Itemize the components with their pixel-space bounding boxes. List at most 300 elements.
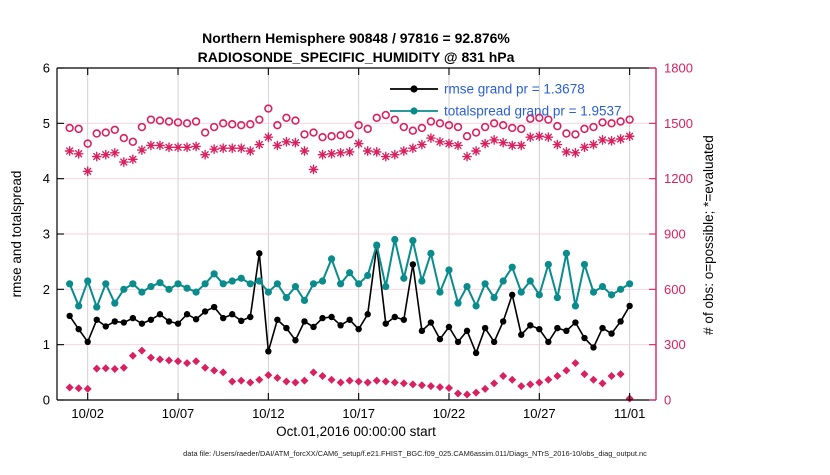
obs-possible-point bbox=[563, 130, 570, 137]
obs-possible-point bbox=[581, 125, 588, 132]
obs-evaluated-point bbox=[363, 147, 371, 155]
obs-lower-band-point bbox=[174, 357, 182, 365]
obs-evaluated-point bbox=[192, 142, 200, 150]
rmse-point bbox=[130, 315, 136, 321]
rmse-point bbox=[247, 314, 253, 320]
obs-lower-band-point bbox=[445, 384, 453, 392]
rmse-point bbox=[66, 313, 72, 319]
rmse-point bbox=[337, 322, 343, 328]
obs-lower-band-point bbox=[201, 364, 209, 372]
totalspread-point bbox=[373, 241, 380, 248]
obs-evaluated-point bbox=[174, 143, 182, 151]
obs-lower-band-point bbox=[454, 390, 462, 398]
legend-entry-rmse bbox=[390, 82, 585, 97]
obs-possible-point bbox=[473, 129, 480, 136]
obs-lower-band-point bbox=[400, 379, 408, 387]
obs-evaluated-point bbox=[84, 167, 92, 175]
obs-possible-point bbox=[509, 125, 516, 132]
obs-possible-point bbox=[148, 116, 155, 123]
obs-evaluated-point bbox=[616, 135, 624, 143]
legend-label: totalspread grand pr = 1.9537 bbox=[444, 103, 622, 119]
x-tick-label: 10/02 bbox=[71, 406, 104, 421]
obs-possible-point bbox=[75, 125, 82, 132]
totalspread-point bbox=[138, 289, 145, 296]
rmse-point bbox=[545, 339, 551, 345]
totalspread-point bbox=[75, 302, 82, 309]
obs-evaluated-point bbox=[373, 148, 381, 156]
obs-lower-band-point bbox=[75, 384, 83, 392]
totalspread-point bbox=[617, 286, 624, 293]
rmse-point bbox=[220, 315, 226, 321]
obs-evaluated-point bbox=[210, 145, 218, 153]
obs-evaluated-point bbox=[201, 150, 209, 158]
obs-evaluated-point bbox=[282, 138, 290, 146]
obs-evaluated-point bbox=[111, 149, 119, 157]
totalspread-point bbox=[581, 261, 588, 268]
obs-evaluated-point bbox=[400, 147, 408, 155]
rmse-point bbox=[500, 318, 506, 324]
rmse-point bbox=[346, 317, 352, 323]
obs-evaluated-point bbox=[336, 149, 344, 157]
left-y-axis-label: rmse and totalspread bbox=[9, 170, 24, 298]
obs-evaluated-point bbox=[74, 150, 82, 158]
obs-lower-band-point bbox=[264, 371, 272, 379]
right-y-tick-label: 0 bbox=[664, 392, 672, 408]
obs-possible-point bbox=[364, 125, 371, 132]
obs-evaluated-point bbox=[246, 147, 254, 155]
rmse-point bbox=[446, 324, 452, 330]
totalspread-point bbox=[111, 300, 118, 307]
obs-evaluated-point bbox=[255, 140, 263, 148]
obs-possible-point bbox=[120, 135, 127, 142]
rmse-point bbox=[121, 319, 127, 325]
totalspread-point bbox=[427, 250, 434, 257]
obs-lower-band-point bbox=[571, 359, 579, 367]
totalspread-point bbox=[563, 250, 570, 257]
obs-lower-band-point bbox=[472, 389, 480, 397]
totalspread-point bbox=[274, 280, 281, 287]
obs-lower-band-point bbox=[382, 378, 390, 386]
rmse-point bbox=[229, 311, 235, 317]
obs-evaluated-point bbox=[300, 147, 308, 155]
obs-lower-band-point bbox=[210, 366, 218, 374]
obs-lower-band-point bbox=[228, 378, 236, 386]
obs-evaluated-point bbox=[309, 165, 317, 173]
obs-evaluated-point bbox=[553, 140, 561, 148]
obs-possible-point bbox=[301, 131, 308, 138]
left-y-tick-label: 6 bbox=[42, 60, 50, 76]
rmse-point bbox=[527, 322, 533, 328]
obs-lower-band-point bbox=[246, 378, 254, 386]
obs-possible-point bbox=[373, 114, 380, 121]
obs-lower-band-point bbox=[553, 372, 561, 380]
rmse-point bbox=[265, 348, 271, 354]
left-y-tick-label: 1 bbox=[42, 337, 50, 353]
rmse-point bbox=[509, 292, 515, 298]
obs-possible-point bbox=[400, 124, 407, 131]
obs-lower-band-point bbox=[93, 365, 101, 373]
totalspread-point bbox=[545, 261, 552, 268]
obs-possible-point bbox=[391, 116, 398, 123]
obs-evaluated-point bbox=[571, 149, 579, 157]
totalspread-point bbox=[509, 264, 516, 271]
totalspread-point bbox=[192, 289, 199, 296]
obs-lower-band-point bbox=[84, 385, 92, 393]
obs-lower-band-point bbox=[589, 376, 597, 384]
totalspread-point bbox=[626, 280, 633, 287]
obs-possible-point bbox=[428, 118, 435, 125]
legend-marker-icon bbox=[410, 107, 417, 114]
obs-possible-point bbox=[500, 122, 507, 129]
left-y-tick-label: 0 bbox=[42, 392, 50, 408]
obs-possible-point bbox=[256, 116, 263, 123]
obs-lower-band-point bbox=[364, 378, 372, 386]
obs-possible-point bbox=[139, 124, 146, 131]
rmse-point bbox=[626, 303, 632, 309]
totalspread-point bbox=[84, 277, 91, 284]
obs-lower-band-point bbox=[319, 372, 327, 380]
totalspread-point bbox=[156, 279, 163, 286]
totalspread-point bbox=[436, 289, 443, 296]
rmse-point bbox=[401, 317, 407, 323]
rmse-point bbox=[364, 311, 370, 317]
obs-evaluated-point bbox=[463, 152, 471, 160]
rmse-point bbox=[473, 350, 479, 356]
left-y-tick-label: 5 bbox=[42, 115, 50, 131]
obs-lower-band-point bbox=[499, 372, 507, 380]
obs-possible-point bbox=[382, 112, 389, 119]
rmse-point bbox=[482, 325, 488, 331]
right-y-tick-label: 1200 bbox=[664, 171, 693, 187]
rmse-point bbox=[428, 319, 434, 325]
rmse-point bbox=[310, 324, 316, 330]
totalspread-point bbox=[337, 280, 344, 287]
obs-possible-point bbox=[129, 138, 136, 145]
totalspread-point bbox=[491, 294, 498, 301]
obs-lower-band-point bbox=[165, 356, 173, 364]
rmse-point bbox=[599, 325, 605, 331]
obs-evaluated-point bbox=[580, 143, 588, 151]
totalspread-point bbox=[129, 280, 136, 287]
obs-evaluated-point bbox=[607, 137, 615, 145]
totalspread-point bbox=[463, 283, 470, 290]
obs-lower-band-point bbox=[291, 378, 299, 386]
totalspread-point bbox=[66, 280, 73, 287]
x-tick-label: 10/22 bbox=[432, 406, 466, 421]
right-y-tick-label: 1800 bbox=[664, 60, 693, 76]
obs-lower-band-point bbox=[562, 366, 570, 374]
rmse-point bbox=[112, 318, 118, 324]
rmse-point bbox=[464, 328, 470, 334]
obs-evaluated-point bbox=[481, 139, 489, 147]
totalspread-point bbox=[482, 280, 489, 287]
obs-possible-point bbox=[202, 129, 209, 136]
totalspread-point bbox=[518, 289, 525, 296]
obs-evaluated-point bbox=[517, 141, 525, 149]
obs-possible-point bbox=[238, 122, 245, 129]
rmse-point bbox=[103, 323, 109, 329]
obs-evaluated-point bbox=[544, 133, 552, 141]
obs-lower-band-point bbox=[481, 385, 489, 393]
rmse-point bbox=[608, 330, 614, 336]
chart-subtitle: RADIOSONDE_SPECIFIC_HUMIDITY @ 831 hPa bbox=[197, 49, 515, 65]
obs-lower-band-point bbox=[337, 378, 345, 386]
obs-lower-band-point bbox=[147, 354, 155, 362]
rmse-point bbox=[536, 326, 542, 332]
totalspread-point bbox=[183, 285, 190, 292]
totalspread-point bbox=[536, 291, 543, 298]
left-y-tick-label: 3 bbox=[42, 226, 50, 242]
obs-possible-point bbox=[193, 118, 200, 125]
obs-evaluated-point bbox=[156, 141, 164, 149]
obs-possible-point bbox=[599, 119, 606, 126]
obs-evaluated-point bbox=[391, 150, 399, 158]
totalspread-point bbox=[174, 280, 181, 287]
rmse-point bbox=[437, 336, 443, 342]
totalspread-point bbox=[391, 236, 398, 243]
rmse-point bbox=[175, 320, 181, 326]
obs-lower-band-point bbox=[355, 378, 363, 386]
obs-evaluated-point bbox=[409, 144, 417, 152]
obs-evaluated-point bbox=[382, 152, 390, 160]
obs-possible-point bbox=[518, 125, 525, 132]
totalspread-point bbox=[202, 280, 209, 287]
legend-label: rmse grand pr = 1.3678 bbox=[444, 81, 585, 97]
obs-lower-band-point bbox=[490, 379, 498, 387]
totalspread-point bbox=[102, 280, 109, 287]
obs-evaluated-point bbox=[589, 140, 597, 148]
totalspread-point bbox=[310, 280, 317, 287]
chart-title: Northern Hemisphere 90848 / 97816 = 92.876% bbox=[202, 30, 510, 46]
obs-evaluated-point bbox=[499, 139, 507, 147]
obs-possible-point bbox=[319, 134, 326, 141]
obs-lower-band-point bbox=[580, 370, 588, 378]
totalspread-point bbox=[93, 303, 100, 310]
totalspread-point bbox=[409, 237, 416, 244]
totalspread-point bbox=[590, 289, 597, 296]
obs-possible-point bbox=[166, 118, 173, 125]
x-tick-label: 10/17 bbox=[342, 406, 375, 421]
obs-evaluated-point bbox=[147, 141, 155, 149]
right-y-tick-label: 300 bbox=[664, 337, 686, 353]
legend bbox=[390, 82, 622, 119]
obs-lower-band-point bbox=[508, 376, 516, 384]
obs-possible-point bbox=[211, 124, 218, 131]
obs-possible-point bbox=[274, 122, 281, 129]
totalspread-point bbox=[283, 294, 290, 301]
obs-possible-point bbox=[464, 133, 471, 140]
totalspread-point bbox=[319, 277, 326, 284]
rmse-point bbox=[292, 337, 298, 343]
obs-evaluated-point bbox=[102, 150, 110, 158]
totalspread-point bbox=[599, 283, 606, 290]
totalspread-point bbox=[165, 286, 172, 293]
obs-lower-band-point bbox=[237, 377, 245, 385]
x-tick-label: 10/07 bbox=[161, 406, 195, 421]
obs-evaluated-point bbox=[454, 141, 462, 149]
rmse-point bbox=[563, 328, 569, 334]
rmse-point bbox=[85, 339, 91, 345]
obs-lower-band-point bbox=[129, 352, 137, 360]
obs-lower-band-point bbox=[436, 383, 444, 391]
obs-lower-band-point bbox=[617, 370, 625, 378]
rmse-point bbox=[590, 344, 596, 350]
x-tick-label: 10/12 bbox=[252, 406, 285, 421]
obs-lower-band-point bbox=[282, 378, 290, 386]
obs-lower-band-point bbox=[156, 355, 164, 363]
totalspread-point bbox=[364, 272, 371, 279]
legend-marker-icon bbox=[410, 85, 417, 92]
obs-possible-point bbox=[328, 133, 335, 140]
totalspread-point bbox=[527, 277, 534, 284]
rmse-point bbox=[410, 261, 416, 267]
totalspread-point bbox=[220, 280, 227, 287]
totalspread-point bbox=[554, 294, 561, 301]
totalspread-point bbox=[445, 266, 452, 273]
obs-lower-band-point bbox=[463, 390, 471, 398]
obs-evaluated-point bbox=[526, 133, 534, 141]
totalspread-point bbox=[301, 297, 308, 304]
rmse-point bbox=[139, 320, 145, 326]
legend-entry-totalspread bbox=[390, 104, 622, 119]
left-y-tick-label: 4 bbox=[42, 171, 50, 187]
totalspread-point bbox=[418, 277, 425, 284]
x-tick-label: 10/27 bbox=[523, 406, 556, 421]
obs-evaluated-point bbox=[472, 147, 480, 155]
obs-evaluated-point bbox=[228, 144, 236, 152]
obs-evaluated-point bbox=[436, 138, 444, 146]
rmse-point bbox=[256, 250, 262, 256]
obs-evaluated-point bbox=[165, 143, 173, 151]
rmse-point bbox=[383, 320, 389, 326]
rmse-point bbox=[319, 315, 325, 321]
obs-evaluated-point bbox=[93, 152, 101, 160]
totalspread-point bbox=[500, 277, 507, 284]
rmse-point bbox=[617, 318, 623, 324]
obs-lower-band-point bbox=[346, 377, 354, 385]
totalspread-point bbox=[256, 277, 263, 284]
obs-evaluated-point bbox=[129, 155, 137, 163]
obs-possible-point bbox=[617, 118, 624, 125]
totalspread-point bbox=[382, 283, 389, 290]
rmse-point bbox=[274, 317, 280, 323]
obs-evaluated-point bbox=[625, 132, 633, 140]
obs-possible-point bbox=[455, 124, 462, 131]
obs-evaluated-point bbox=[418, 140, 426, 148]
obs-lower-band-point bbox=[599, 379, 607, 387]
obs-evaluated-point bbox=[535, 132, 543, 140]
obs-possible-point bbox=[283, 114, 290, 121]
rmse-point bbox=[419, 328, 425, 334]
rmse-point bbox=[75, 326, 81, 332]
x-tick-label: 11/01 bbox=[613, 406, 646, 421]
obs-lower-band-point bbox=[418, 381, 426, 389]
obs-evaluated-point bbox=[273, 141, 281, 149]
right-y-tick-label: 1500 bbox=[664, 115, 693, 131]
obs-possible-point bbox=[337, 132, 344, 139]
rmse-point bbox=[184, 311, 190, 317]
obs-lower-band-point bbox=[373, 377, 381, 385]
obs-lower-band-point bbox=[183, 359, 191, 367]
obs-lower-band-point bbox=[409, 380, 417, 388]
rmse-point bbox=[193, 316, 199, 322]
x-axis-label: Oct.01,2016 00:00:00 start bbox=[276, 424, 436, 439]
totalspread-point bbox=[608, 291, 615, 298]
obs-evaluated-point bbox=[183, 143, 191, 151]
obs-possible-point bbox=[346, 131, 353, 138]
rmse-point bbox=[455, 339, 461, 345]
totalspread-point bbox=[265, 289, 272, 296]
obs-lower-band-point bbox=[328, 376, 336, 384]
left-y-tick-label: 2 bbox=[42, 281, 50, 297]
rmse-point bbox=[328, 314, 334, 320]
right-y-tick-label: 900 bbox=[664, 226, 686, 242]
rmse-point bbox=[355, 326, 361, 332]
obs-possible-point bbox=[310, 129, 317, 136]
totalspread-point bbox=[120, 286, 127, 293]
obs-lower-band-point bbox=[310, 368, 318, 376]
totalspread-point bbox=[400, 275, 407, 282]
totalspread-point bbox=[229, 277, 236, 284]
obs-lower-band-point bbox=[535, 378, 543, 386]
rmse-point bbox=[94, 317, 100, 323]
rmse-point bbox=[572, 319, 578, 325]
obs-lower-band-point bbox=[544, 376, 552, 384]
obs-evaluated-point bbox=[490, 136, 498, 144]
obs-lower-band-point bbox=[526, 380, 534, 388]
obs-evaluated-point bbox=[120, 158, 128, 166]
obs-lower-band-point bbox=[300, 377, 308, 385]
obs-lower-band-point bbox=[102, 364, 110, 372]
obs-evaluated-point bbox=[598, 136, 606, 144]
obs-possible-point bbox=[102, 129, 109, 136]
obs-possible-point bbox=[409, 127, 416, 134]
obs-evaluated-point bbox=[508, 141, 516, 149]
obs-possible-point bbox=[247, 121, 254, 128]
obs-possible-point bbox=[93, 130, 100, 137]
obs-possible-point bbox=[590, 124, 597, 131]
obs-evaluated-point bbox=[291, 139, 299, 147]
obs-lower-band-point bbox=[120, 364, 128, 372]
right-y-axis-label: # of obs: o=possible; *=evaluated bbox=[701, 135, 716, 335]
rmse-point bbox=[157, 311, 163, 317]
obs-lower-band-point bbox=[111, 365, 119, 373]
totalspread-point bbox=[292, 283, 299, 290]
obs-evaluated-point bbox=[318, 150, 326, 158]
obs-possible-point bbox=[572, 131, 579, 138]
obs-lower-band-point bbox=[138, 347, 146, 355]
totalspread-point bbox=[346, 269, 353, 276]
obs-possible-point bbox=[482, 124, 489, 131]
obs-lower-band-point bbox=[517, 382, 525, 390]
series-layer bbox=[65, 105, 633, 402]
obs-evaluated-point bbox=[327, 150, 335, 158]
obs-lower-band-point bbox=[427, 382, 435, 390]
obs-evaluated-point bbox=[138, 146, 146, 154]
obs-possible-point bbox=[229, 121, 236, 128]
obs-lower-band-point bbox=[66, 383, 74, 391]
totalspread-point bbox=[472, 302, 479, 309]
totalspread-point bbox=[238, 275, 245, 282]
rmse-point bbox=[166, 318, 172, 324]
totalspread-point bbox=[328, 255, 335, 262]
totalspread-point bbox=[247, 280, 254, 287]
rmse-point bbox=[301, 318, 307, 324]
obs-lower-band-point bbox=[273, 374, 281, 382]
obs-lower-band-point bbox=[391, 378, 399, 386]
obs-lower-band-point bbox=[219, 368, 227, 376]
rmse-point bbox=[518, 332, 524, 338]
